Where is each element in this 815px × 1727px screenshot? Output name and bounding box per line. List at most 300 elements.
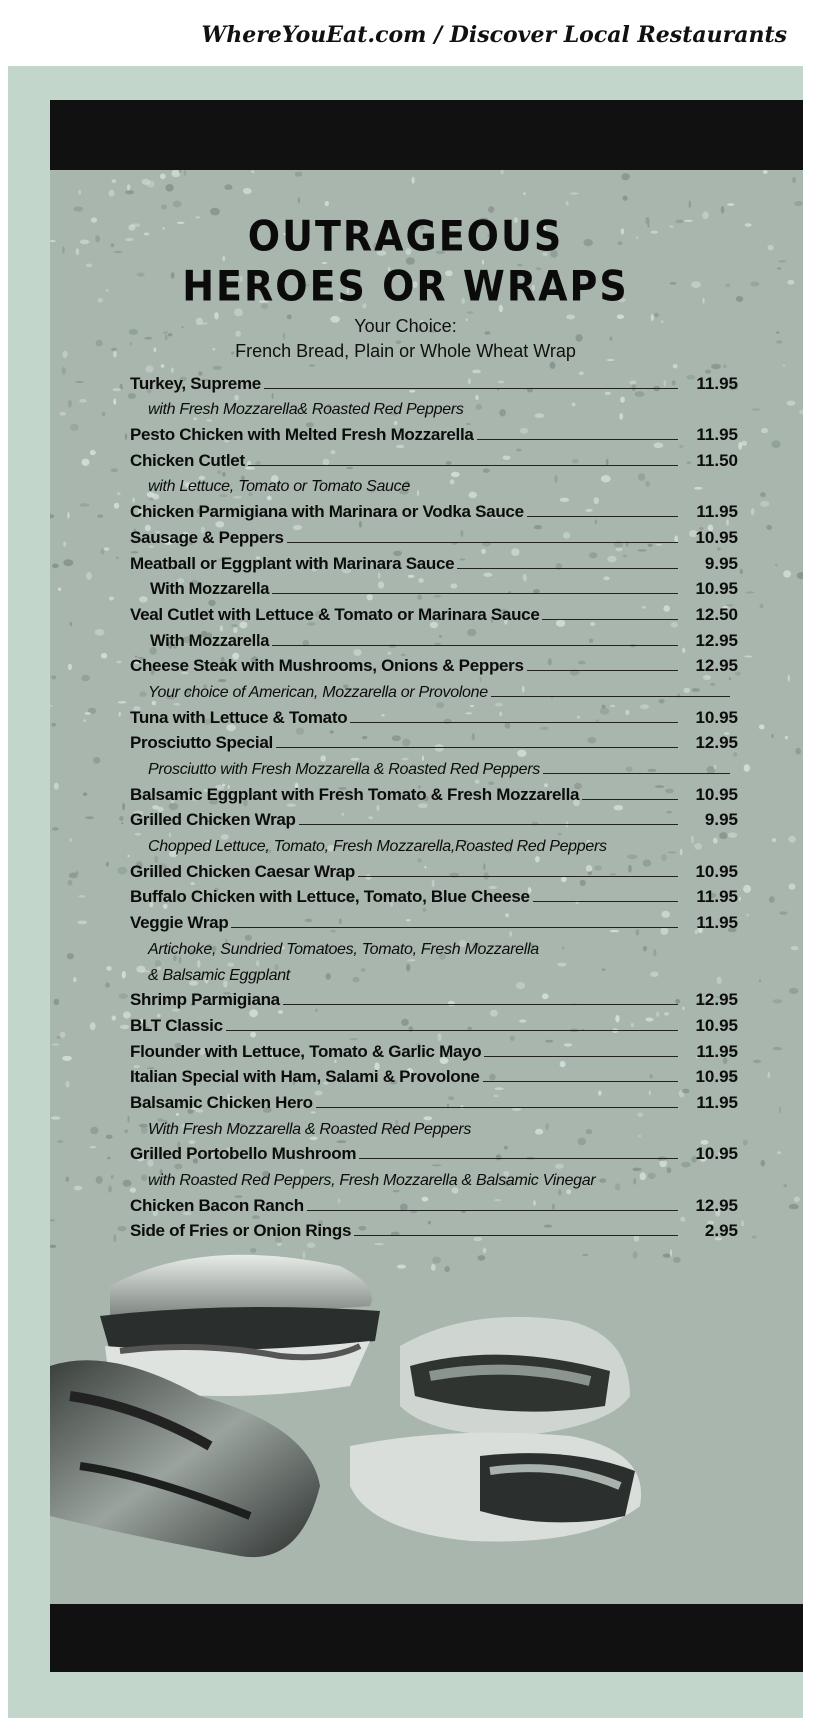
item-name: Flounder with Lettuce, Tomato & Garlic Mayo	[130, 1041, 482, 1061]
speckle-dot	[63, 541, 66, 546]
speckle-dot	[101, 653, 107, 659]
speckle-dot	[57, 1140, 63, 1142]
speckle-dot	[70, 424, 79, 431]
dot-leader	[316, 1106, 678, 1108]
speckle-dot	[101, 549, 105, 555]
item-name: Veggie Wrap	[130, 913, 229, 933]
menu-item	[130, 1010, 738, 1036]
item-name: BLT Classic	[130, 1015, 223, 1035]
item-price: 2.95	[704, 1221, 738, 1241]
item-price: 12.95	[695, 1195, 738, 1215]
speckle-dot	[118, 701, 127, 703]
speckle-dot	[621, 173, 629, 180]
speckle-dot	[111, 1175, 113, 1179]
speckle-dot	[759, 724, 765, 729]
menu-item-variant	[130, 574, 738, 600]
speckle-dot	[127, 184, 130, 191]
speckle-dot	[90, 1127, 98, 1135]
menu-item	[130, 651, 738, 677]
speckle-dot	[74, 1186, 82, 1191]
speckle-dot	[108, 1185, 112, 1192]
item-description: & Balsamic Eggplant	[148, 966, 290, 984]
item-name: Veal Cutlet with Lettuce & Tomato or Marinara Sauce	[130, 604, 540, 624]
speckle-dot	[743, 1140, 748, 1146]
speckle-dot	[60, 1032, 65, 1038]
menu-item	[130, 1062, 738, 1088]
item-price: 10.95	[695, 579, 738, 599]
speckle-dot	[523, 192, 526, 195]
menu-item	[130, 522, 738, 548]
menu-page	[8, 66, 803, 1718]
speckle-dot	[740, 569, 743, 574]
item-price: 11.50	[696, 450, 738, 470]
sandwich-wrap-photo-icon	[50, 1246, 730, 1596]
dot-leader	[542, 953, 730, 954]
speckle-dot	[85, 712, 92, 715]
speckle-dot	[65, 1081, 69, 1088]
speckle-dot	[125, 433, 127, 440]
speckle-dot	[741, 441, 747, 446]
speckle-dot	[794, 201, 802, 206]
speckle-dot	[97, 514, 103, 518]
speckle-dot	[81, 675, 90, 682]
dot-leader	[272, 644, 678, 646]
item-price: 10.95	[695, 1015, 738, 1035]
speckle-dot	[73, 977, 76, 982]
speckle-dot	[797, 572, 803, 579]
menu-item	[130, 445, 738, 471]
menu-subtitle-line1: Your Choice:	[354, 316, 457, 336]
menu-item	[130, 805, 738, 831]
menu-item	[130, 702, 738, 728]
speckle-dot	[760, 604, 764, 609]
dot-leader	[484, 1055, 678, 1057]
speckle-dot	[54, 783, 59, 790]
dot-leader	[264, 387, 678, 389]
dot-leader	[287, 541, 678, 543]
dot-leader	[350, 721, 678, 723]
speckle-dot	[771, 440, 780, 448]
speckle-dot	[78, 895, 85, 897]
dot-leader	[354, 1234, 678, 1236]
speckle-dot	[142, 179, 150, 185]
menu-item-description	[130, 394, 738, 420]
speckle-dot	[121, 822, 123, 824]
dot-leader	[272, 592, 678, 594]
speckle-dot	[610, 337, 613, 341]
item-price: 12.95	[695, 656, 738, 676]
item-description: with Lettuce, Tomato or Tomato Sauce	[148, 478, 410, 496]
speckle-dot	[90, 450, 96, 455]
speckle-dot	[60, 412, 66, 416]
menu-title-line2: HEROES OR WRAPS	[182, 261, 629, 311]
speckle-dot	[769, 896, 775, 903]
menu-item-description	[130, 1113, 738, 1139]
speckle-dot	[298, 197, 300, 203]
dot-leader	[226, 1029, 678, 1031]
speckle-dot	[243, 188, 252, 194]
menu-title-line1: OUTRAGEOUS	[247, 211, 564, 261]
menu-item	[130, 548, 738, 574]
speckle-dot	[224, 184, 232, 190]
speckle-dot	[95, 629, 105, 636]
speckle-dot	[788, 675, 790, 682]
speckle-dot	[89, 1146, 96, 1148]
speckle-dot	[570, 192, 579, 194]
item-name: Sausage & Peppers	[130, 527, 284, 547]
speckle-dot	[66, 1177, 69, 1182]
speckle-dot	[752, 1235, 757, 1238]
dot-leader	[483, 1080, 678, 1082]
item-price: 10.95	[695, 707, 738, 727]
menu-item	[130, 419, 738, 445]
menu-item	[130, 368, 738, 394]
item-description: Chopped Lettuce, Tomato, Fresh Mozzarella,Roasted Red Peppers	[148, 838, 607, 856]
speckle-dot	[744, 656, 752, 658]
speckle-dot	[106, 1135, 113, 1139]
speckle-dot	[467, 311, 473, 314]
speckle-dot	[119, 993, 128, 999]
speckle-dot	[782, 365, 785, 367]
dot-leader	[527, 669, 678, 671]
speckle-dot	[751, 508, 755, 515]
item-name: Side of Fries or Onion Rings	[130, 1221, 352, 1241]
item-name: Chicken Bacon Ranch	[130, 1195, 304, 1215]
speckle-dot	[374, 1243, 384, 1245]
item-description: with Fresh Mozzarella& Roasted Red Peppers	[148, 401, 464, 419]
speckle-dot	[739, 897, 741, 901]
dot-leader	[543, 772, 730, 774]
item-name: Meatball or Eggplant with Marinara Sauce	[130, 553, 455, 573]
dot-leader	[542, 618, 678, 620]
speckle-dot	[113, 398, 116, 404]
speckle-dot	[54, 999, 60, 1005]
speckle-dot	[411, 177, 414, 184]
speckle-dot	[69, 873, 78, 879]
speckle-dot	[295, 172, 303, 177]
item-description: Prosciutto with Fresh Mozzarella & Roasted Red Peppers	[148, 761, 540, 778]
speckle-dot	[114, 503, 119, 509]
speckle-dot	[86, 572, 92, 580]
speckle-dot	[791, 946, 799, 950]
speckle-dot	[745, 591, 754, 593]
speckle-dot	[787, 401, 796, 406]
bottom-black-bar	[50, 1604, 803, 1672]
item-price: 10.95	[695, 784, 738, 804]
speckle-dot	[105, 982, 110, 987]
item-name: Chicken Parmigiana with Marinara or Vodka Sauce	[130, 502, 524, 522]
dot-leader	[248, 464, 678, 466]
dot-leader	[457, 567, 678, 569]
speckle-dot	[763, 170, 768, 174]
item-price: 11.95	[696, 1041, 738, 1061]
menu-item-description	[130, 676, 738, 702]
item-variant-name: With Mozzarella	[150, 631, 270, 650]
item-name: Italian Special with Ham, Salami & Provolone	[130, 1067, 480, 1087]
item-name: Shrimp Parmigiana	[130, 990, 280, 1010]
item-name: Chicken Cutlet	[130, 450, 245, 470]
speckle-dot	[753, 1060, 761, 1064]
speckle-dot	[83, 792, 88, 796]
item-price: 11.95	[696, 425, 738, 445]
item-name: Buffalo Chicken with Lettuce, Tomato, Blue Cheese	[130, 887, 530, 907]
item-price: 12.95	[695, 990, 738, 1010]
speckle-dot	[80, 503, 90, 507]
item-description: Artichoke, Sundried Tomatoes, Tomato, Fresh Mozzarella	[148, 940, 539, 958]
speckle-dot	[777, 1151, 781, 1154]
dot-leader	[474, 1133, 730, 1134]
speckle-dot	[743, 885, 751, 893]
speckle-dot	[102, 412, 105, 417]
speckle-dot	[759, 979, 761, 982]
speckle-dot	[160, 173, 166, 179]
speckle-dot	[122, 803, 125, 811]
menu-item	[130, 1190, 738, 1216]
speckle-dot	[90, 1022, 96, 1030]
speckle-dot	[50, 1219, 54, 1221]
dot-leader	[283, 1003, 678, 1005]
item-price: 11.95	[696, 913, 738, 933]
item-price: 12.95	[695, 630, 738, 650]
dot-leader	[276, 746, 678, 748]
speckle-dot	[116, 661, 121, 664]
menu-list	[130, 368, 738, 1241]
dot-leader	[359, 1157, 678, 1159]
speckle-dot	[566, 201, 569, 206]
speckle-dot	[775, 564, 778, 566]
speckle-dot	[63, 559, 73, 566]
speckle-dot	[52, 1043, 59, 1045]
speckle-dot	[75, 381, 84, 383]
speckle-dot	[68, 400, 72, 408]
speckle-dot	[773, 1047, 782, 1050]
speckle-dot	[779, 911, 787, 914]
speckle-dot	[111, 468, 118, 472]
speckle-dot	[623, 196, 628, 201]
speckle-dot	[58, 587, 61, 591]
menu-item-description	[130, 830, 738, 856]
speckle-dot	[51, 675, 56, 679]
top-black-bar	[50, 100, 803, 170]
item-price: 9.95	[704, 553, 738, 573]
item-name: Grilled Chicken Wrap	[130, 810, 296, 830]
item-variant-name: With Mozzarella	[150, 580, 270, 599]
menu-item	[130, 496, 738, 522]
menu-item-description	[130, 471, 738, 497]
dot-leader	[582, 798, 678, 800]
menu-item	[130, 1216, 738, 1242]
item-name: Balsamic Eggplant with Fresh Tomato & Fresh Mozzarella	[130, 784, 580, 804]
speckle-dot	[792, 177, 796, 183]
speckle-dot	[789, 1204, 799, 1209]
speckle-dot	[68, 664, 72, 670]
speckle-dot	[106, 966, 112, 971]
speckle-dot	[96, 1176, 103, 1184]
speckle-dot	[52, 723, 56, 727]
speckle-dot	[112, 388, 122, 391]
item-price: 9.95	[704, 810, 738, 830]
speckle-dot	[104, 547, 110, 551]
speckle-dot	[93, 757, 100, 764]
menu-item	[130, 728, 738, 754]
speckle-dot	[760, 492, 766, 497]
speckle-dot	[325, 201, 329, 206]
speckle-dot	[500, 170, 503, 175]
speckle-dot	[760, 501, 769, 507]
speckle-dot	[689, 201, 691, 209]
item-price: 11.95	[696, 887, 738, 907]
speckle-dot	[773, 999, 783, 1003]
speckle-dot	[119, 816, 124, 821]
speckle-dot	[772, 838, 777, 842]
speckle-dot	[57, 1036, 61, 1039]
speckle-dot	[50, 705, 53, 707]
speckle-dot	[106, 862, 109, 867]
speckle-dot	[799, 410, 803, 415]
item-price: 12.95	[695, 733, 738, 753]
dot-leader	[477, 438, 678, 440]
speckle-dot	[50, 514, 54, 518]
dot-leader	[533, 900, 678, 902]
speckle-dot	[84, 719, 86, 722]
speckle-dot	[251, 170, 254, 173]
dot-leader	[598, 1184, 730, 1185]
speckle-dot	[746, 913, 749, 916]
speckle-dot	[794, 1197, 800, 1203]
speckle-dot	[109, 190, 115, 197]
speckle-dot	[52, 827, 59, 830]
speckle-dot	[113, 1235, 116, 1243]
item-name: Balsamic Chicken Hero	[130, 1092, 313, 1112]
dot-leader	[299, 823, 678, 825]
speckle-dot	[744, 764, 750, 772]
speckle-dot	[783, 1184, 787, 1187]
item-price: 11.95	[696, 1092, 738, 1112]
item-name: Prosciutto Special	[130, 733, 273, 753]
dot-leader	[413, 490, 730, 491]
menu-item-variant	[130, 625, 738, 651]
speckle-dot	[117, 867, 127, 875]
speckle-dot	[118, 1226, 127, 1231]
speckle-dot	[144, 337, 152, 340]
speckle-dot	[727, 203, 734, 206]
speckle-dot	[112, 1015, 117, 1020]
speckle-dot	[184, 170, 186, 176]
item-price: 11.95	[696, 373, 738, 393]
item-name: Turkey, Supreme	[130, 373, 261, 393]
speckle-dot	[51, 1116, 61, 1119]
dot-leader	[467, 413, 730, 414]
speckle-dot	[766, 525, 772, 530]
item-name: Cheese Steak with Mushrooms, Onions & Peppers	[130, 656, 524, 676]
menu-item	[130, 1087, 738, 1113]
speckle-dot	[761, 428, 768, 433]
menu-item	[130, 907, 738, 933]
site-banner-text: WhereYouEat.com / Discover Local Restaurants	[201, 22, 787, 48]
item-description: With Fresh Mozzarella & Roasted Red Peppers	[148, 1120, 472, 1138]
dot-leader	[293, 979, 730, 980]
speckle-dot	[783, 570, 791, 577]
dot-leader	[307, 1209, 678, 1211]
menu-item	[130, 882, 738, 908]
menu-subtitle-line2: French Bread, Plain or Whole Wheat Wrap	[235, 341, 576, 361]
item-description: with Roasted Red Peppers, Fresh Mozzarella & Balsamic Vinegar	[148, 1172, 596, 1189]
speckle-dot	[69, 838, 72, 842]
speckle-dot	[779, 1107, 781, 1114]
item-name: Grilled Portobello Mushroom	[130, 1144, 357, 1164]
speckle-dot	[761, 1160, 765, 1167]
menu-item	[130, 1139, 738, 1165]
speckle-dot	[768, 1072, 771, 1078]
speckle-dot	[741, 1220, 744, 1226]
site-banner	[0, 0, 815, 66]
menu-item	[130, 779, 738, 805]
item-price: 10.95	[695, 527, 738, 547]
item-price: 10.95	[695, 1067, 738, 1087]
dot-leader	[231, 926, 678, 928]
item-price: 12.50	[695, 604, 738, 624]
menu-item-description	[130, 933, 738, 959]
speckle-dot	[52, 564, 59, 569]
speckle-dot	[771, 734, 773, 738]
speckle-dot	[62, 367, 66, 375]
menu-item	[130, 599, 738, 625]
speckle-dot	[117, 492, 121, 495]
speckle-dot	[165, 184, 173, 192]
speckle-dot	[67, 512, 69, 519]
speckle-dot	[789, 988, 798, 994]
item-name: Tuna with Lettuce & Tomato	[130, 707, 348, 727]
speckle-dot	[125, 190, 134, 194]
speckle-dot	[161, 205, 167, 210]
speckle-dot	[78, 190, 81, 194]
speckle-dot	[785, 736, 788, 740]
menu-item-description	[130, 1164, 738, 1190]
speckle-dot	[77, 921, 87, 925]
speckle-dot	[752, 408, 761, 411]
speckle-dot	[122, 971, 126, 979]
speckle-dot	[788, 836, 795, 843]
speckle-dot	[119, 712, 121, 717]
dot-leader	[610, 850, 730, 851]
item-name: Pesto Chicken with Melted Fresh Mozzarella	[130, 425, 474, 445]
speckle-dot	[309, 364, 316, 366]
speckle-dot	[112, 179, 117, 183]
speckle-dot	[173, 201, 182, 208]
speckle-dot	[82, 459, 90, 466]
item-name: Grilled Chicken Caesar Wrap	[130, 861, 355, 881]
speckle-dot	[62, 1056, 72, 1061]
speckle-dot	[68, 880, 73, 886]
menu-item	[130, 856, 738, 882]
speckle-dot	[67, 953, 74, 959]
item-price: 11.95	[696, 502, 738, 522]
menu-item-description	[130, 753, 738, 779]
speckle-dot	[79, 399, 86, 403]
speckle-dot	[120, 1025, 129, 1029]
menu-item	[130, 985, 738, 1011]
dot-leader	[491, 695, 730, 697]
menu-item	[130, 1036, 738, 1062]
speckle-dot	[789, 883, 796, 889]
speckle-dot	[116, 557, 119, 560]
dot-leader	[358, 875, 678, 877]
item-price: 10.95	[695, 861, 738, 881]
speckle-dot	[109, 597, 114, 601]
speckle-dot	[107, 1157, 111, 1159]
item-description: Your choice of American, Mozzarella or Provolone	[148, 683, 488, 701]
speckle-dot	[85, 816, 94, 819]
